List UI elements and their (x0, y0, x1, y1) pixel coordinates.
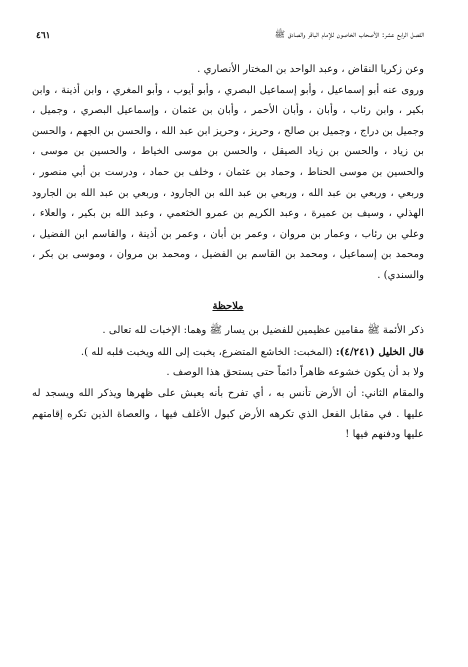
page-body (32, 60, 424, 446)
note-title: ملاحظة (212, 300, 244, 312)
note-line-3: ولا بد أن يكون خشوعه ظاهراً دائماً حتى يستحق هذا الوصف . (166, 367, 424, 379)
chapter-title: الفصل الرابع عشر: الأصحاب الخاصون للإمام الباقر والصادق ﷺ (274, 30, 424, 40)
note-line-2-source: قال الخليل (٤/٢٤١): (332, 345, 424, 358)
note-line-2-text: (المخبت: الخاشع المتضرع، يخبت إلى الله ويخبت قلبه لله ). (80, 346, 333, 358)
paragraph-2: وروى عنه أبو إسماعيل ، وأبو إسماعيل البصري ، وأبو أيوب ، وأبو المغري ، وابن أذينة ، وابن بكير ، وابن رئاب ، وأبان ، وأبان الأحمر ، وأبان بن عثمان ، وإسماعيل البصري ، وجميل ، وجميل بن دراج ، وجميل بن صالح ، وحريز ، وحريز ابن عبد الله ، والحسن بن الجهم ، والحسن بن زياد ، والحسن بن زياد الصيقل ، والحسن بن موسى الخياط ، والحسين بن موسى ، والحسين بن موسى الحناط ، وحماد بن عثمان ، وخلف بن حماد ، ودرست بن أبي منصور ، وربعي ، وربعي بن عبد الله ، وربعي بن عبد الله بن الجارود ، وربعي بن عبد الله بن الجارود الهذلي ، وسيف بن عميرة ، وعبد الكريم بن عمرو الخثعمي ، وعبد الله بن بكير ، والعلاء ، وعلي بن رئاب ، وعمار بن مروان ، وعمر بن أبان ، وعمر بن أذينة ، والقاسم ابن الفضيل ، ومحمد بن إسماعيل ، ومحمد بن القاسم بن الفضيل ، ومحمد بن مروان ، وموسى بن بكر ، والسندي) . (32, 84, 424, 281)
note-line-4: والمقام الثاني: أن الأرض تأنس به ، أي تفرح بأنه يعيش على ظهرها ويذكر الله ويسجد له عليها . في مقابل الفعل الذي تكرهه الأرض كبول الأغلف فيها ، والعصاة الذين تكره إقامتهم عليها ودفنهم فيها ! (32, 387, 424, 441)
note-line-1: ذكر الأئمة ﷺ مقامين عظيمين للفضيل بن يسار ﷺ وهما: الإخبات لله تعالى . (102, 325, 424, 337)
page-header (32, 30, 424, 42)
paragraph-1: وعن زكريا النقاض ، وعبد الواحد بن المختار الأنصاري . (197, 64, 424, 75)
page-number: ٤٦١ (36, 31, 51, 41)
note-line-2 (32, 342, 424, 364)
